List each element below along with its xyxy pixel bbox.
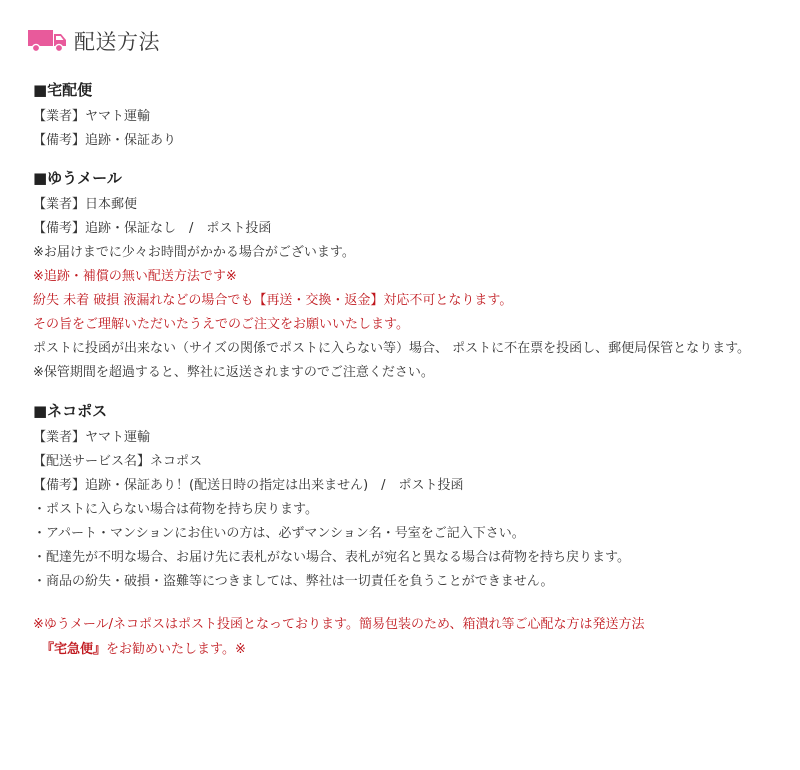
notes-line: 【備考】追跡・保証あり bbox=[33, 133, 177, 148]
return-note: ※保管期間を超過すると、弊社に返送されますのでご注意ください。 bbox=[33, 365, 434, 380]
consent-warning: その旨をご理解いただいたうえでのご注文をお願いいたします。 bbox=[33, 317, 409, 332]
bullet-item: ・配達先が不明な場合、お届け先に表札がない場合、表札が宛名と異なる場合は荷物を持ち戻ります。 bbox=[33, 550, 630, 565]
section-nekopos bbox=[33, 401, 630, 594]
section-heading: ■宅配便 bbox=[33, 81, 93, 99]
page-header bbox=[28, 24, 160, 58]
footer-line-2 bbox=[33, 637, 644, 662]
bullet-item: ・商品の紛失・破損・盗難等につきましては、弊社は一切責任を負うことができません。 bbox=[33, 574, 554, 589]
footer-note bbox=[33, 612, 644, 662]
carrier-line: 【業者】ヤマト運輸 bbox=[33, 430, 151, 445]
section-heading: ■ネコポス bbox=[33, 402, 108, 420]
section-heading: ■ゆうメール bbox=[33, 169, 122, 187]
section-takkyubin bbox=[33, 80, 176, 153]
no-tracking-warning: ※追跡・補償の無い配送方法です※ bbox=[33, 269, 237, 284]
takkyubin-emphasis: 『宅急便』 bbox=[41, 642, 107, 657]
page-title: 配送方法 bbox=[74, 30, 160, 54]
carrier-line: 【業者】ヤマト運輸 bbox=[33, 109, 151, 124]
delivery-time-note: ※お届けまでに少々お時間がかかる場合がございます。 bbox=[33, 245, 355, 260]
carrier-line: 【業者】日本郵便 bbox=[33, 197, 138, 212]
footer-line-1: ※ゆうメール/ネコポスはポスト投函となっております。簡易包装のため、箱潰れ等ご心配な方は発送方法 bbox=[33, 617, 645, 632]
bullet-item: ・ポストに入らない場合は荷物を持ち戻ります。 bbox=[33, 502, 318, 517]
footer-line-2-rest: をお勧めいたします。※ bbox=[106, 642, 246, 657]
notes-line: 【備考】追跡・保証なし / ポスト投函 bbox=[33, 221, 272, 236]
notes-line: 【備考】追跡・保証あり！(配送日時の指定は出来ません) / ポスト投函 bbox=[33, 478, 464, 493]
post-office-storage-note: ポストに投函が出来ない（サイズの関係でポストに入らない等）場合、 ポストに不在票を投函し、郵便局保管となります。 bbox=[33, 341, 751, 356]
no-compensation-warning: 紛失 未着 破損 液漏れなどの場合でも【再送・交換・返金】対応不可となります。 bbox=[33, 293, 513, 308]
bullet-item: ・アパート・マンションにお住いの方は、必ずマンション名・号室をご記入下さい。 bbox=[33, 526, 525, 541]
service-name-line: 【配送サービス名】ネコポス bbox=[33, 454, 203, 469]
section-yu-mail bbox=[33, 168, 750, 385]
truck-icon bbox=[28, 29, 68, 53]
